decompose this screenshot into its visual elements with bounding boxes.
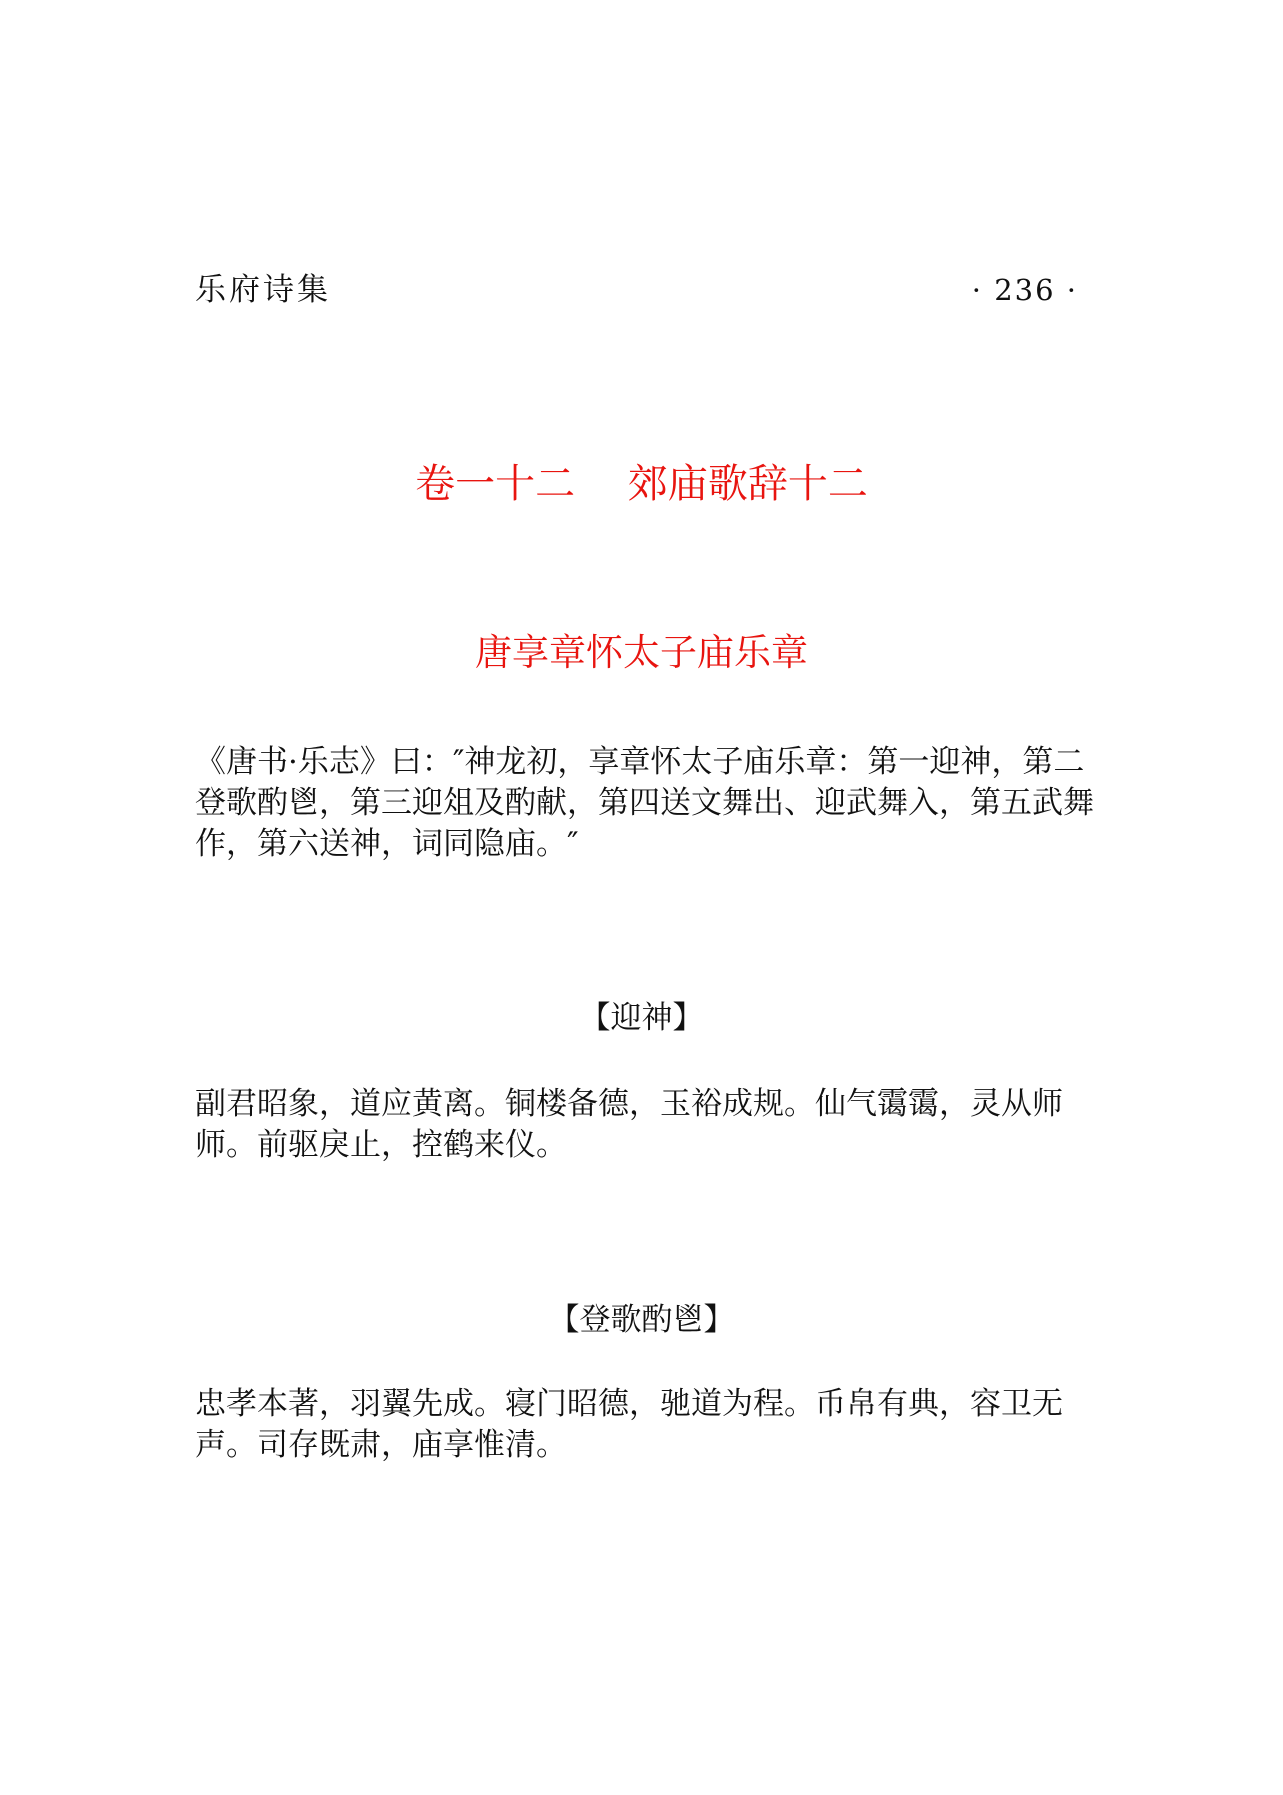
- book-title: 乐府诗集: [195, 272, 331, 308]
- intro-paragraph: 《唐书·乐志》曰：″神龙初，享章怀太子庙乐章：第一迎神，第二登歌酌鬯，第三迎俎及酌献，第四送文舞出、迎武舞入，第五武舞作，第六送神，词同隐庙。″: [195, 744, 1094, 862]
- volume-title: 卷一十二 郊庙歌辞十二: [415, 461, 868, 507]
- section-text-yingshen: 副君昭象，道应黄离。铜楼备德，玉裕成规。仙气霭霭，灵从师师。前驱戾止，控鹤来仪。: [195, 1086, 1063, 1163]
- section-heading-dengge: 【登歌酌鬯】: [548, 1302, 735, 1338]
- poem-title: 唐享章怀太子庙乐章: [475, 631, 808, 674]
- page-number: · 236 ·: [971, 273, 1078, 307]
- section-heading-yingshen: 【迎神】: [579, 1000, 704, 1036]
- section-text-dengge: 忠孝本著，羽翼先成。寝门昭德，驰道为程。币帛有典，容卫无声。司存既肃，庙享惟清。: [195, 1386, 1063, 1463]
